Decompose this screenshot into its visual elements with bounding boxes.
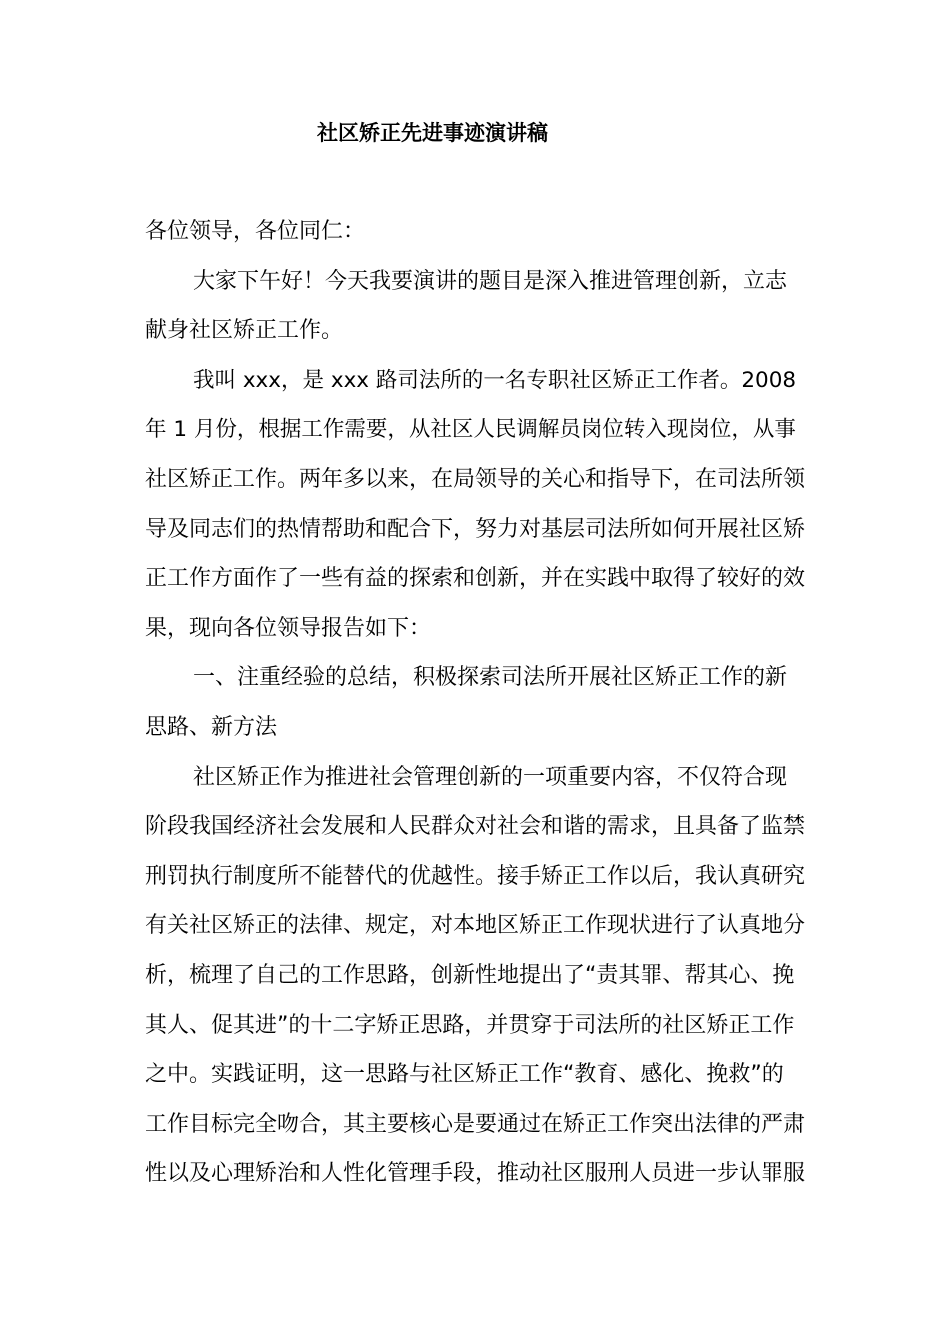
body-line: 我叫 xxx，是 xxx 路司法所的一名专职社区矫正工作者。2008 [193,368,797,393]
body-line: 献身社区矫正工作。 [145,318,344,343]
body-line: 正工作方面作了一些有益的探索和创新，并在实践中取得了较好的效 [145,566,806,591]
section-heading-line: 思路、新方法 [145,715,278,740]
document-title: 社区矫正先进事迹演讲稿 [317,121,548,145]
body-line: 果，现向各位领导报告如下： [145,616,432,641]
body-line: 导及同志们的热情帮助和配合下，努力对基层司法所如何开展社区矫 [145,517,806,542]
body-line: 其人、促其进”的十二字矫正思路，并贯穿于司法所的社区矫正工作 [145,1013,795,1038]
section-heading-line: 一、注重经验的总结，积极探索司法所开展社区矫正工作的新 [193,665,788,690]
body-line: 社区矫正作为推进社会管理创新的一项重要内容，不仅符合现 [193,765,788,790]
body-line: 性以及心理矫治和人性化管理手段，推动社区服刑人员进一步认罪服 [145,1161,806,1186]
body-line: 析，梳理了自己的工作思路，创新性地提出了“责其罪、帮其心、挽 [145,963,795,988]
body-line: 刑罚执行制度所不能替代的优越性。接手矫正工作以后，我认真研究 [145,864,806,889]
body-line: 阶段我国经济社会发展和人民群众对社会和谐的需求，且具备了监禁 [145,814,806,839]
salutation-line: 各位领导，各位同仁： [145,219,366,244]
body-line: 社区矫正工作。两年多以来，在局领导的关心和指导下，在司法所领 [145,467,806,492]
body-line: 工作目标完全吻合，其主要核心是要通过在矫正工作突出法律的严肃 [145,1112,806,1137]
body-line: 年 1 月份，根据工作需要，从社区人民调解员岗位转入现岗位，从事 [145,417,796,442]
body-line: 之中。实践证明，这一思路与社区矫正工作“教育、感化、挽救”的 [145,1062,784,1087]
body-line: 大家下午好！今天我要演讲的题目是深入推进管理创新，立志 [193,269,788,294]
body-line: 有关社区矫正的法律、规定，对本地区矫正工作现状进行了认真地分 [145,913,806,938]
